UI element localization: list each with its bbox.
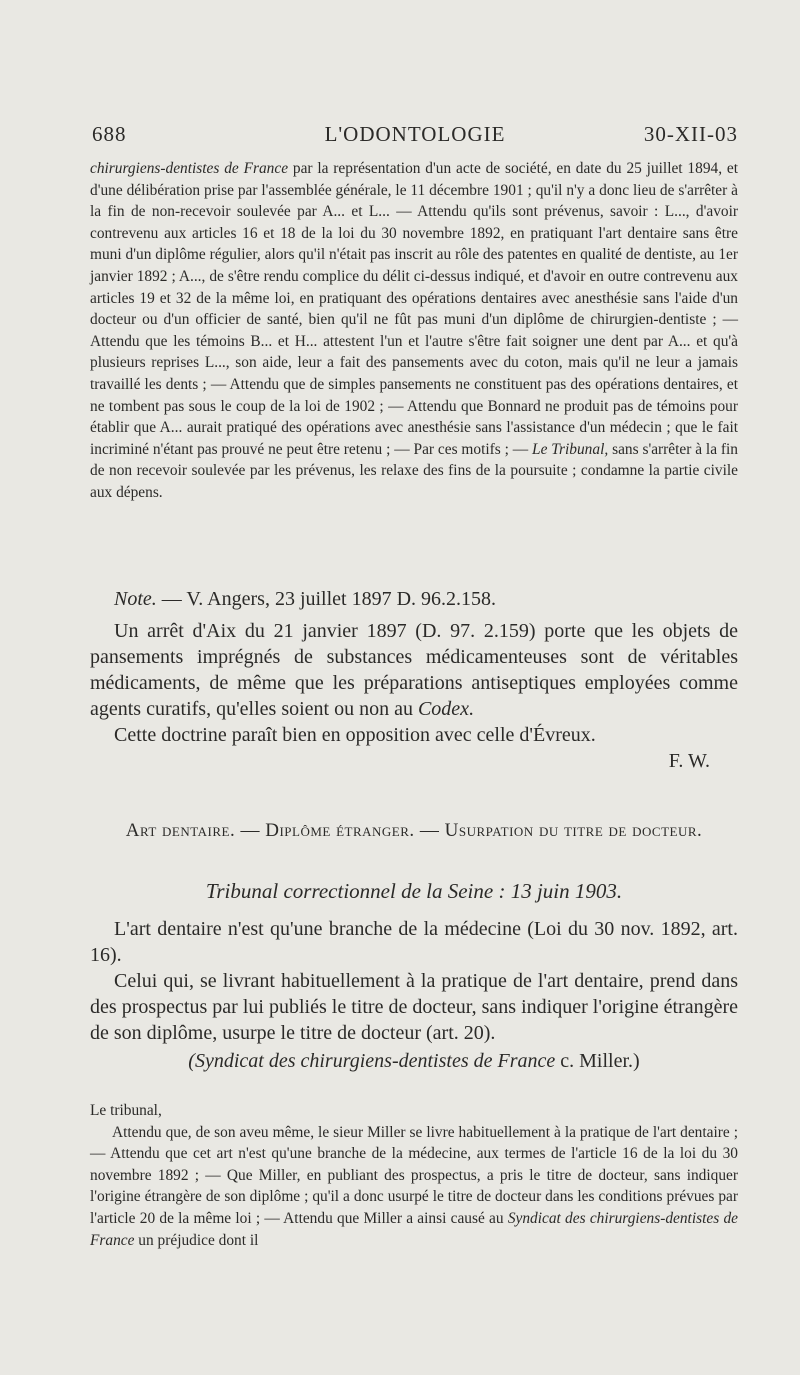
note-block — [90, 586, 738, 774]
judgment-continued — [90, 158, 738, 504]
issue-date: 30-XII-03 — [643, 122, 738, 146]
journal-title: L'ODONTOLOGIE — [324, 122, 506, 146]
court-heading: Tribunal correctionnel de la Seine : 13 juin 1903. — [205, 879, 623, 903]
page-number: 688 — [92, 122, 127, 146]
summary-paragraph: L'art dentaire n'est qu'une branche de la médecine (Loi du 30 nov. 1892, art. 16). — [90, 918, 738, 966]
case-parties: (Syndicat des chirurgiens-dentistes de France c. Miller.) — [188, 1050, 640, 1072]
judgment-paragraph: chirurgiens-dentistes de France par la représentation d'un acte de société, en date du 25 juillet 1894, et d'une délibération prise par l'assemblée générale, le 11 décembre 1901 ; qu'il n'y a donc lieu de s'arrêter à la fin de non-recevoir soulevée par A... et L... — Attendu qu'ils sont prévenus, savoir : L..., d'avoir contrevenu aux articles 16 et 18 de la loi du 30 novembre 1892, en pratiquant l'art dentaire sans être muni d'un diplôme régulier, alors qu'il n'était pas inscrit au rôle des patentes en qualité de dentiste, au 1er janvier 1892 ; A..., de s'être rendu complice du délit ci-dessus indiqué, et d'avoir en outre contrevenu aux articles 19 et 32 de la même loi, en pratiquant des opérations dentaires avec anesthésie sans l'aide d'un docteur ou d'un officier de santé, bien qu'il ne fût pas muni d'un diplôme de chirurgien-dentiste ; — Attendu que les témoins B... et H... attestent l'un et l'autre s'être fait soigner une dent par A... et qu'à plusieurs reprises L..., son aide, leur a fait des pansements avec du coton, mais qu'il ne leur a jamais travaillé les dents ; — Attendu que de simples pansements ne constituent pas des opérations dentaires, et ne tombent pas sous le coup de la loi de 1902 ; — Attendu que Bonnard ne produit pas de témoins pour établir que A... aurait pratiqué des opérations avec anesthésie sans l'assistance d'un médecin ; que le fait incriminé n'étant pas prouvé ne peut être retenu ; — Par ces motifs ; — Le Tribunal, sans s'arrêter à la fin de non recevoir soulevée par les prévenus, les relaxe des fins de la poursuite ; condamne la partie civile aux dépens. — [90, 160, 739, 501]
note-signature: F. W. — [668, 750, 710, 772]
section-heading: Art dentaire. — Diplôme étranger. — Usurpation du titre de docteur. — [125, 820, 703, 841]
summary-block — [90, 916, 738, 1074]
tribunal-intro: Le tribunal, — [90, 1102, 162, 1119]
party-name: chirurgiens-dentistes de France — [90, 160, 289, 177]
note-label: Note. — [114, 588, 157, 610]
note-reference: Note. — V. Angers, 23 juillet 1897 D. 96.2.158. — [114, 588, 497, 610]
note-conclusion: Cette doctrine paraît bien en opposition avec celle d'Évreux. — [114, 724, 596, 746]
judgment-block — [90, 1100, 738, 1251]
summary-paragraph: Celui qui, se livrant habituellement à la pratique de l'art dentaire, prend dans des prospectus par lui publiés le titre de docteur, sans indiquer l'origine étrangère de son diplôme, usurpe le titre de docteur (art. 20). — [90, 970, 738, 1044]
tribunal-label: Le Tribunal, — [532, 440, 609, 458]
note-paragraph: Un arrêt d'Aix du 21 janvier 1897 (D. 97. 2.159) porte que les objets de pansements imprégnés de substances médicamenteuses sont de véritables médicaments, de même que les préparations antiseptiques employées comme agents curatifs, qu'elles soient ou non au Codex. — [90, 620, 738, 720]
judgment-text: Attendu que, de son aveu même, le sieur Miller se livre habituellement à la pratique de l'art dentaire ; — Attendu que cet art n'est qu'une branche de la médecine, aux termes de l'article 16 de la loi du 30 novembre 1892 ; — Que Miller, en publiant des prospectus, a pris le titre de docteur, sans indiquer l'origine étrangère de son diplôme ; qu'il a donc usurpé le titre de docteur dans les conditions prévues par l'article 20 de la même loi ; — Attendu que Miller a ainsi causé au Syndicat des chirurgiens-dentistes de France un préjudice dont il — [90, 1123, 738, 1249]
running-header — [92, 122, 738, 152]
